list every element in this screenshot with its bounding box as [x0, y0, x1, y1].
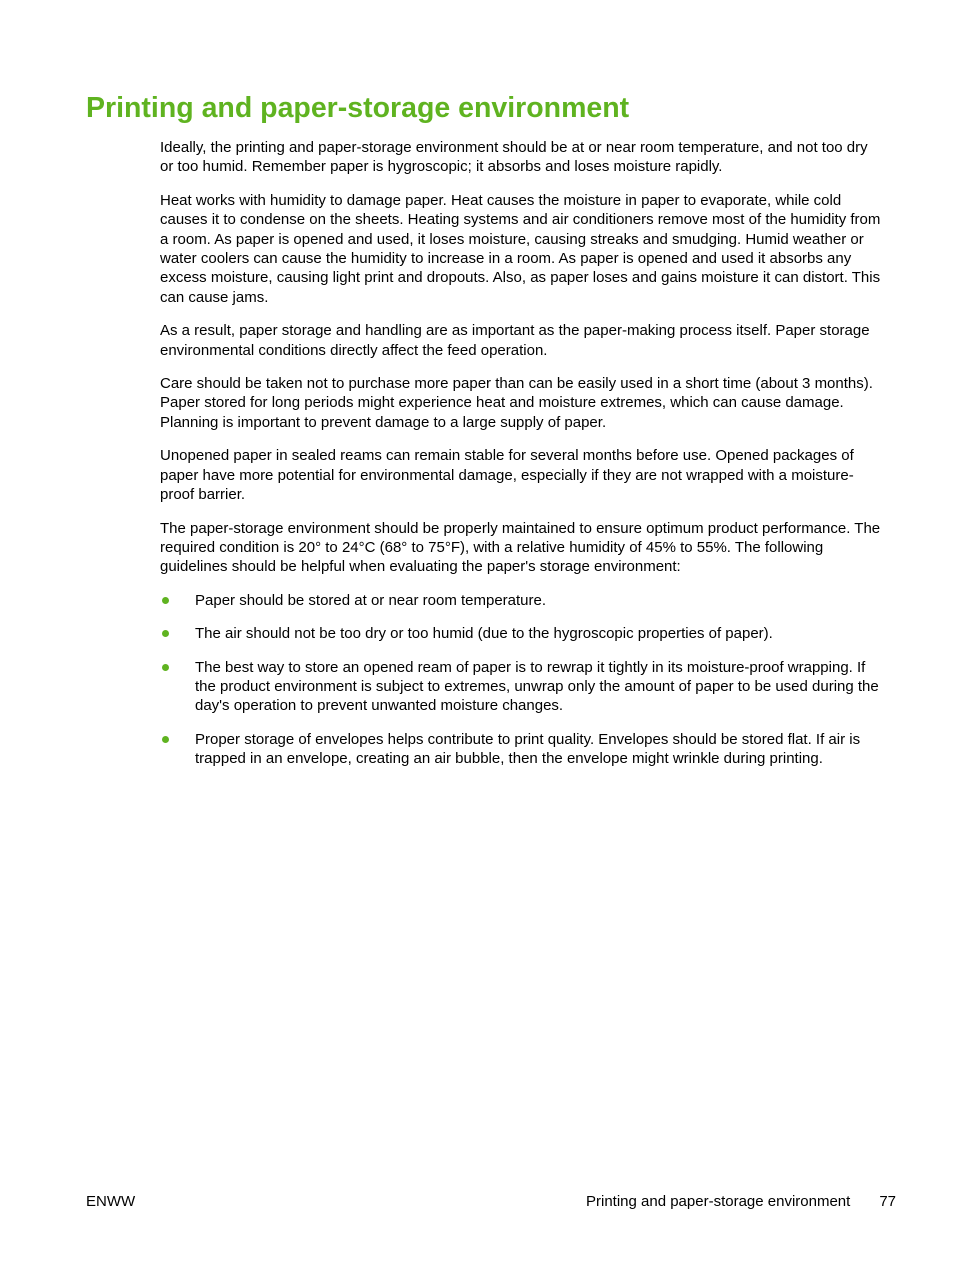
list-item-text: The air should not be too dry or too humid (due to the hygroscopic properties of paper).	[195, 625, 773, 643]
paragraph: Care should be taken not to purchase more paper than can be easily used in a short time (about 3 months). Paper stored for long periods might experience heat and moisture extremes, which can cause damage. Planning is important to prevent damage to a large supply of paper.	[160, 375, 873, 431]
paragraph: Unopened paper in sealed reams can remain stable for several months before use. Opened packages of paper have more potential for environmental damage, especially if they are not wrapped with a moisture-proof barrier.	[160, 447, 854, 504]
body-text	[160, 138, 882, 783]
footer-right	[586, 1192, 896, 1211]
paragraph: As a result, paper storage and handling are as important as the paper-making process itself. Paper storage environmental conditions directly affect the feed operation.	[160, 322, 870, 359]
paragraph: Ideally, the printing and paper-storage environment should be at or near room temperature, and not too dry or too humid. Remember paper is hygroscopic; it absorbs and loses moisture rapidly.	[160, 139, 868, 176]
bullet-icon	[162, 664, 169, 671]
list-item	[160, 658, 882, 716]
guidelines-list	[160, 591, 882, 769]
footer-left: ENWW	[86, 1193, 136, 1210]
list-item-text: Proper storage of envelopes helps contribute to print quality. Envelopes should be stored flat. If air is trapped in an envelope, creating an air bubble, then the envelope might wrinkle during printing.	[195, 730, 861, 768]
page-number: 77	[879, 1193, 896, 1210]
list-item	[160, 624, 882, 643]
list-item	[160, 591, 882, 610]
bullet-icon	[162, 597, 169, 604]
list-item-text: Paper should be stored at or near room temperature.	[195, 591, 547, 609]
bullet-icon	[162, 630, 169, 637]
paragraph: Heat works with humidity to damage paper. Heat causes the moisture in paper to evaporate, while cold causes it to condense on the sheets. Heating systems and air conditioners remove most of the humidity from a room. As paper is opened and used, it loses moisture, causing streaks and smudging. Humid weather or water coolers can cause the humidity to increase in a room. As paper is opened and used it absorbs any excess moisture, causing light print and dropouts. Also, as paper loses and gains moisture it can distort. This can cause jams.	[160, 191, 881, 306]
paragraph: The paper-storage environment should be properly maintained to ensure optimum product performance. The required condition is 20° to 24°C (68° to 75°F), with a relative humidity of 45% to 55%. The following guidelines should be helpful when evaluating the paper's storage environment:	[160, 519, 881, 576]
page-title: Printing and paper-storage environment	[86, 92, 630, 124]
footer-section-title: Printing and paper-storage environment	[585, 1193, 851, 1210]
list-item	[160, 730, 882, 769]
list-item-text: The best way to store an opened ream of paper is to rewrap it tightly in its moisture-proof wrapping. If the product environment is subject to extremes, unwrap only the amount of paper to be used during the day's operation to prevent unwanted moisture changes.	[195, 658, 879, 715]
bullet-icon	[162, 736, 169, 743]
